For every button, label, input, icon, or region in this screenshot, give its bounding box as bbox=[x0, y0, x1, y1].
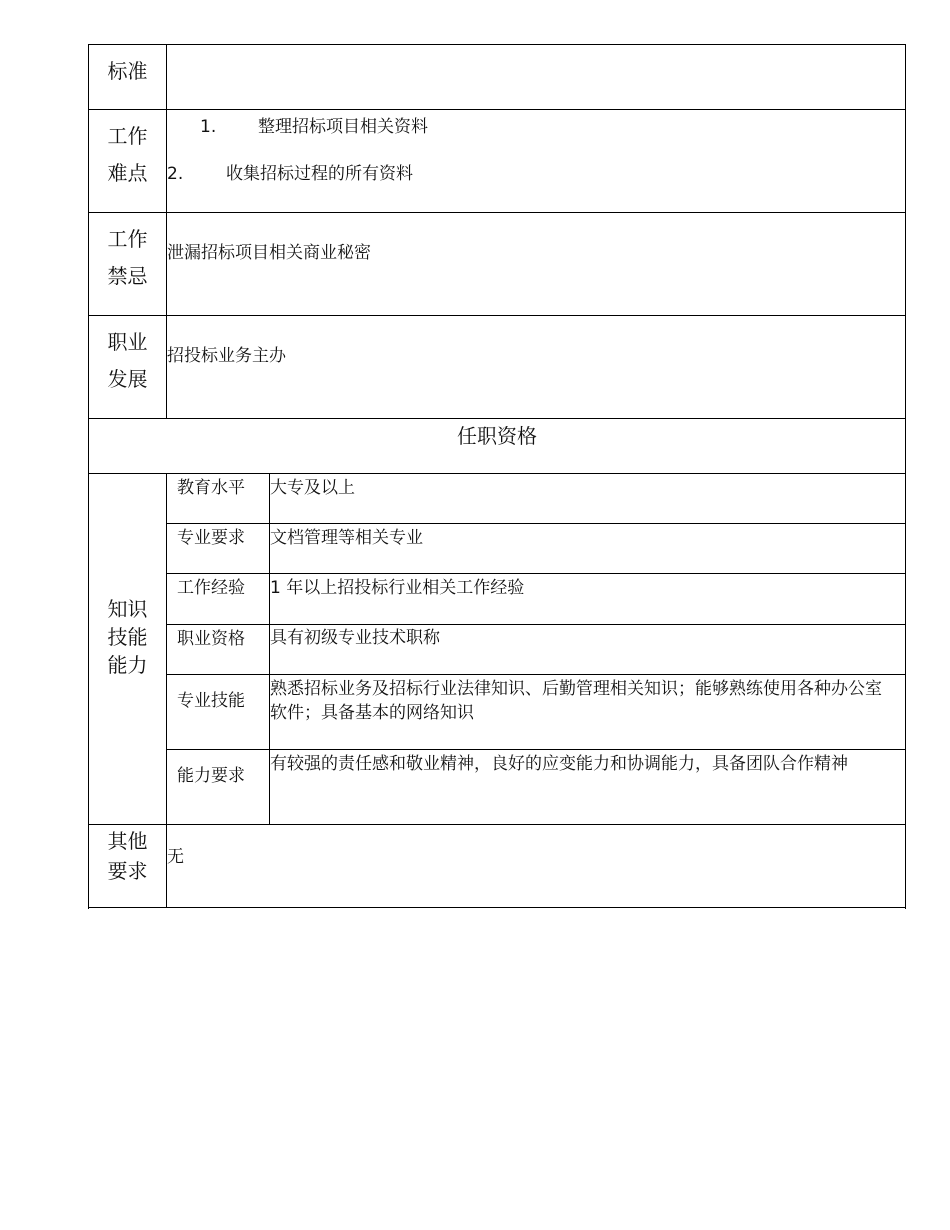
row-divider bbox=[166, 624, 906, 625]
row-divider bbox=[88, 109, 906, 110]
qualification-label-major: 专业要求 bbox=[177, 528, 245, 548]
qualification-value-major: 文档管理等相关专业 bbox=[270, 528, 423, 548]
difficulty-item-number: 1. bbox=[200, 117, 217, 137]
difficulty-item-text: 收集招标过程的所有资料 bbox=[226, 164, 413, 184]
row-label-line: 难点 bbox=[107, 161, 148, 185]
qualification-label-certificate: 职业资格 bbox=[177, 629, 245, 649]
difficulty-item-text: 整理招标项目相关资料 bbox=[258, 117, 428, 137]
row-label-line: 发展 bbox=[107, 367, 148, 391]
row-divider bbox=[166, 674, 906, 675]
row-divider bbox=[166, 523, 906, 524]
row-label-line: 工作 bbox=[107, 124, 148, 148]
row-label-line: 职业 bbox=[107, 330, 148, 354]
row-label-taboo bbox=[89, 223, 166, 292]
qualification-value-education: 大专及以上 bbox=[270, 478, 355, 498]
row-content-other: 无 bbox=[167, 847, 184, 867]
row-label-line: 工作 bbox=[107, 227, 148, 251]
label-column-divider bbox=[166, 473, 167, 908]
row-label-line: 禁忌 bbox=[107, 264, 148, 288]
row-content-taboo: 泄漏招标项目相关商业秘密 bbox=[167, 243, 371, 263]
qualification-value-skills: 熟悉招标业务及招标行业法律知识、后勤管理相关知识；能够熟练使用各种办公室软件；具备基本的网络知识 bbox=[270, 679, 882, 723]
table-border-top bbox=[88, 44, 906, 45]
row-divider bbox=[166, 573, 906, 574]
row-divider bbox=[88, 212, 906, 213]
row-label-line: 其他 bbox=[107, 829, 148, 853]
qualification-value-certificate: 具有初级专业技术职称 bbox=[270, 628, 440, 648]
row-divider bbox=[166, 749, 906, 750]
row-divider bbox=[88, 473, 906, 474]
group-label-knowledge-skills bbox=[89, 595, 166, 679]
qualification-label-ability: 能力要求 bbox=[177, 766, 245, 786]
row-label-difficulty bbox=[89, 120, 166, 189]
group-label-line: 能力 bbox=[107, 653, 148, 677]
table-border-right bbox=[905, 44, 906, 909]
difficulty-item-number: 2. bbox=[167, 164, 184, 184]
row-label-career bbox=[89, 326, 166, 395]
section-title-qualifications: 任职资格 bbox=[457, 424, 537, 448]
qualification-label-education: 教育水平 bbox=[177, 478, 245, 498]
table-border-bottom bbox=[88, 907, 906, 908]
row-label-line: 要求 bbox=[107, 859, 148, 883]
row-divider bbox=[88, 315, 906, 316]
group-label-line: 知识 bbox=[107, 597, 148, 621]
row-divider bbox=[88, 824, 906, 825]
qualification-value-experience: 1 年以上招投标行业相关工作经验 bbox=[270, 578, 525, 598]
row-divider bbox=[88, 418, 906, 419]
row-label-other bbox=[89, 827, 166, 885]
group-label-line: 技能 bbox=[107, 625, 148, 649]
row-label-standard: 标准 bbox=[107, 59, 148, 83]
qualification-label-experience: 工作经验 bbox=[177, 578, 245, 598]
qualification-value-ability: 有较强的责任感和敬业精神，良好的应变能力和协调能力，具备团队合作精神 bbox=[270, 754, 848, 774]
qualification-label-skills: 专业技能 bbox=[177, 691, 245, 711]
row-content-career: 招投标业务主办 bbox=[167, 346, 286, 366]
